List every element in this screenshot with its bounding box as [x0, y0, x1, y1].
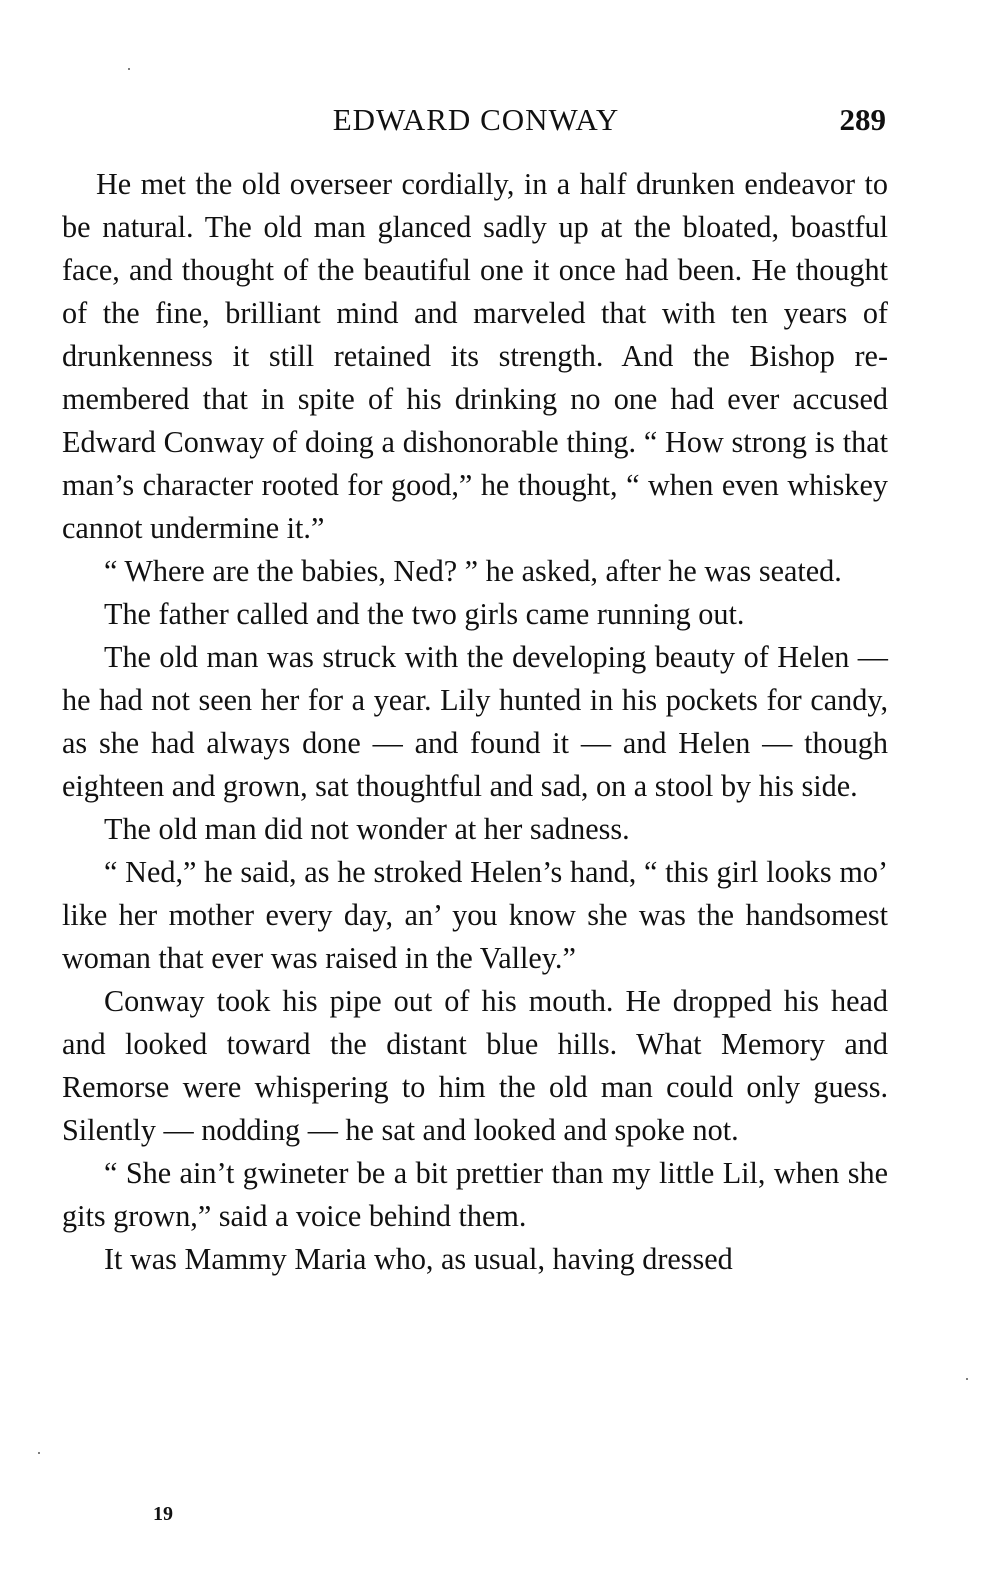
signature-mark: 19 [153, 1503, 173, 1525]
running-head: EDWARD CONWAY [332, 102, 620, 137]
paper-speck [38, 1452, 40, 1454]
paragraph: “ Where are the babies, Ned? ” he asked, after he was seated. [104, 554, 842, 588]
body-text [62, 163, 888, 1281]
page-number: 289 [839, 102, 886, 137]
paragraph: Conway took his pipe out of his mouth. He dropped his head and looked toward the distant blue hills. What Memory and Remorse were whispering to him the old man could only guess. Silently — nodding — he sat and looked and spoke not. [62, 984, 888, 1147]
paragraph: It was Mammy Maria who, as usual, having dressed [104, 1242, 733, 1276]
paragraph: The old man was struck with the developing beauty of Helen — he had not seen her for a year. Lily hunted in his pockets for candy, as she had always done — and found it — and Helen — though eighteen and grown, sat thoughtful and sad, on a stool by his side. [62, 640, 888, 803]
paragraph: The father called and the two girls came running out. [104, 597, 745, 631]
paragraph: He met the old overseer cordially, in a half drunken endeavor to be natural. The old man glanced sadly up at the bloated, boastful face, and thought of the beautiful one it once had been. He thought of the fine, brilliant mind and marveled that with ten years of drunkenness it still retained its strength. And the Bishop remembered that in spite of his drinking no one had ever accused Edward Conway of doing a dishonorable thing. “ How strong is that man’s character rooted for good,” he thought, “ when even whiskey cannot undermine it.” [62, 167, 888, 545]
paper-speck [966, 1378, 968, 1380]
paper-speck [128, 68, 130, 70]
paragraph: “ She ain’t gwineter be a bit prettier than my little Lil, when she gits grown,” said a voice behind them. [62, 1156, 888, 1233]
paragraph: The old man did not wonder at her sadness. [104, 812, 630, 846]
page-header [62, 98, 890, 142]
paragraph: “ Ned,” he said, as he stroked Helen’s hand, “ this girl looks mo’ like her mother every day, an’ you know she was the handsomest woman that ever was raised in the Valley.” [62, 855, 888, 975]
